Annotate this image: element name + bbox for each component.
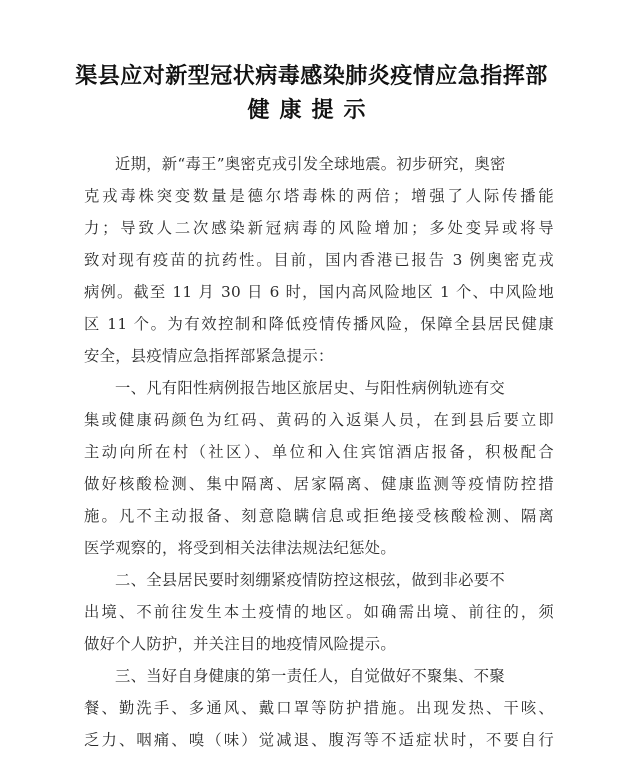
paragraph-line: 餐、勤洗手、多通风、戴口罩等防护措施。出现发热、干咳、 [84, 699, 554, 717]
paragraph-line: 做好个人防护，并关注目的地疫情风险提示。 [84, 635, 396, 653]
paragraph-line: 克戎毒株突变数量是德尔塔毒株的两倍；增强了人际传播能 [84, 187, 554, 205]
paragraph-line: 安全，县疫情应急指挥部紧急提示： [84, 347, 334, 365]
paragraph-line: 出境、不前往发生本土疫情的地区。如确需出境、前往的，须 [84, 603, 554, 621]
paragraph-line: 做好核酸检测、集中隔离、居家隔离、健康监测等疫情防控措 [84, 475, 554, 493]
document-title-line-2: 健康提示 [247, 97, 376, 123]
document-body [84, 148, 554, 756]
paragraph-line: 力；导致人二次感染新冠病毒的风险增加；多处变异或将导 [84, 219, 554, 237]
paragraph-line: 主动向所在村（社区）、单位和入住宾馆酒店报备，积极配合 [84, 443, 554, 461]
paragraph-line: 致对现有疫苗的抗药性。目前，国内香港已报告 3 例奥密克戎 [84, 251, 554, 269]
paragraph-line: 三、当好自身健康的第一责任人，自觉做好不聚集、不聚 [115, 667, 505, 685]
paragraph-line: 施。凡不主动报备、刻意隐瞒信息或拒绝接受核酸检测、隔离 [84, 507, 554, 525]
paragraph-line: 一、凡有阳性病例报告地区旅居史、与阳性病例轨迹有交 [115, 379, 505, 397]
paragraph-line: 乏力、咽痛、嗅（味）觉减退、腹泻等不适症状时，不要自行 [84, 731, 554, 749]
paragraph-line: 二、全县居民要时刻绷紧疫情防控这根弦，做到非必要不 [115, 571, 505, 589]
paragraph-line: 集或健康码颜色为红码、黄码的入返渠人员，在到县后要立即 [84, 411, 554, 429]
paragraph-line: 医学观察的，将受到相关法律法规法纪惩处。 [84, 539, 396, 557]
document-title-line-1: 渠县应对新型冠状病毒感染肺炎疫情应急指挥部 [75, 63, 548, 89]
paragraph-line: 病例。截至 11 月 30 日 6 时，国内高风险地区 1 个、中风险地 [84, 283, 554, 301]
paragraph-line: 近期，新“毒王”奥密克戎引发全球地震。初步研究，奥密 [115, 155, 506, 173]
paragraph-line: 区 11 个。为有效控制和降低疫情传播风险，保障全县居民健康 [84, 315, 554, 333]
